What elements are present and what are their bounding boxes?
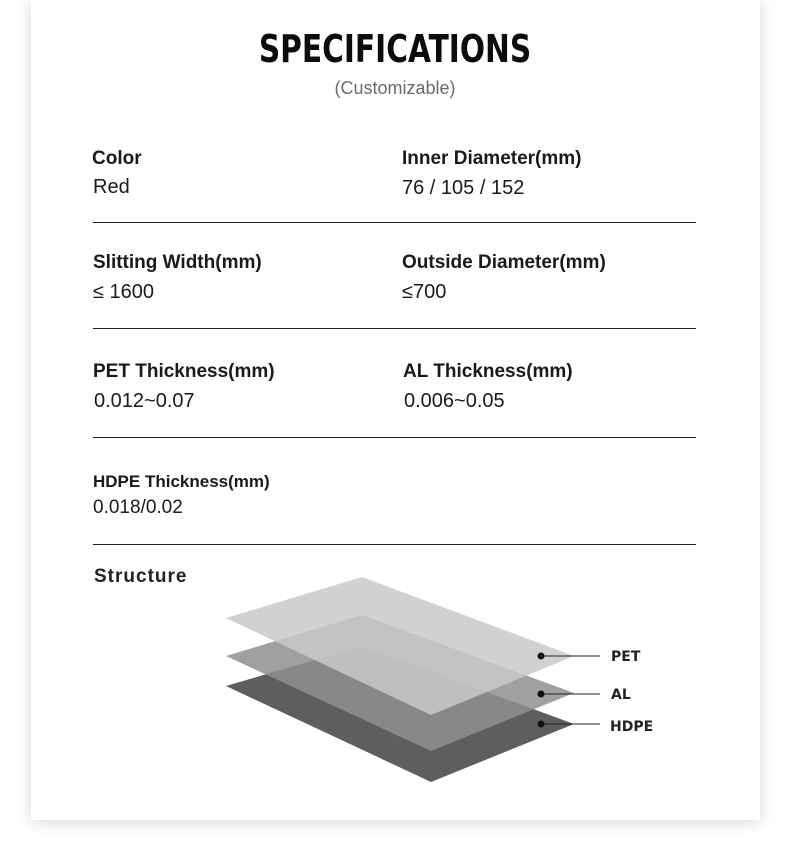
spec-value-pet-thickness: 0.012~0.07 <box>94 390 195 412</box>
spec-label-color: Color <box>92 148 142 169</box>
structure-title: Structure <box>94 566 188 587</box>
layer-label-pet: PET <box>611 649 641 665</box>
layer-label-al: AL <box>611 687 631 703</box>
spec-label-al-thickness: AL Thickness(mm) <box>403 361 573 382</box>
page-title: SPECIFICATIONS <box>258 27 532 71</box>
spec-label-hdpe-thickness: HDPE Thickness(mm) <box>93 472 270 491</box>
spec-value-color: Red <box>93 176 130 198</box>
spec-value-hdpe-thickness: 0.018/0.02 <box>93 497 183 518</box>
spec-value-outside-diameter: ≤700 <box>402 281 447 303</box>
spec-value-al-thickness: 0.006~0.05 <box>404 390 505 412</box>
page-subtitle: (Customizable) <box>334 78 456 98</box>
spec-value-slitting-width: ≤ 1600 <box>93 281 155 303</box>
spec-label-inner-diameter: Inner Diameter(mm) <box>402 148 582 169</box>
spec-label-slitting-width: Slitting Width(mm) <box>93 252 262 273</box>
spec-label-outside-diameter: Outside Diameter(mm) <box>402 252 606 273</box>
spec-label-pet-thickness: PET Thickness(mm) <box>93 361 275 382</box>
layer-label-hdpe: HDPE <box>610 719 654 735</box>
spec-value-inner-diameter: 76 / 105 / 152 <box>402 177 525 199</box>
